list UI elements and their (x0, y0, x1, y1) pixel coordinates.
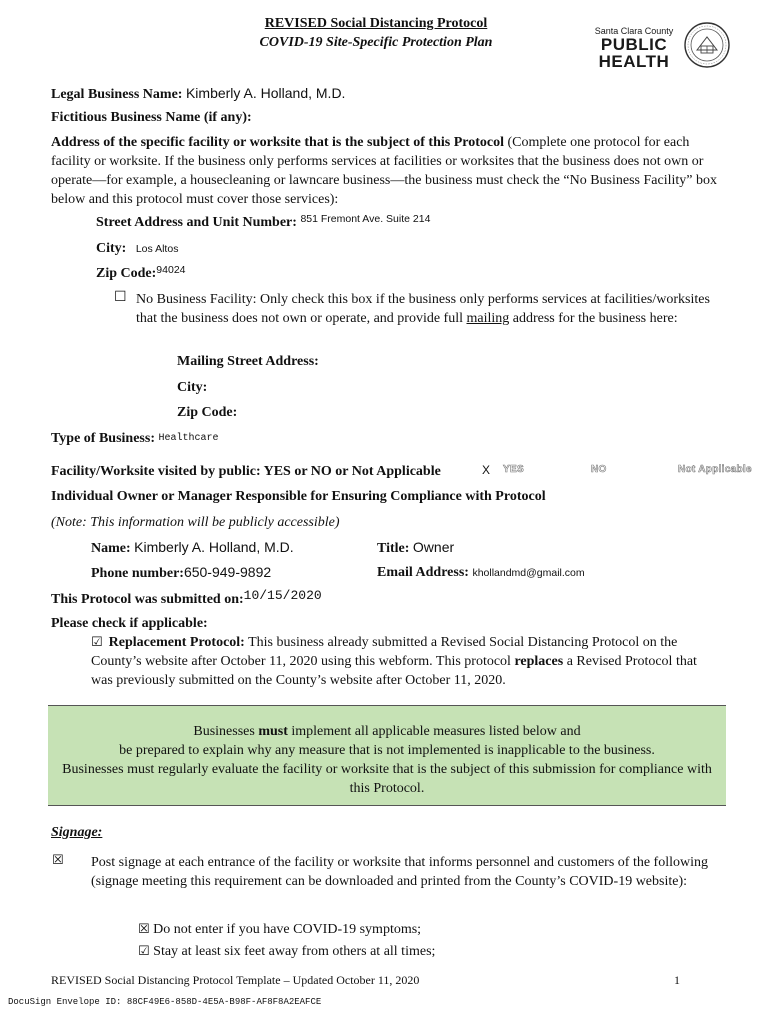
applicable-label: Please check if applicable: (51, 616, 208, 631)
county-seal-icon (684, 22, 730, 68)
city-value[interactable]: Los Altos (135, 243, 179, 255)
address-instructions (51, 133, 723, 209)
page-number: 1 (674, 973, 680, 987)
footer-text: REVISED Social Distancing Protocol Template – Updated October 11, 2020 (51, 973, 420, 987)
signage-item-2-checkbox[interactable]: ☑ (138, 944, 150, 959)
signage-item-2-text: Stay at least six feet away from others at all times; (153, 944, 436, 959)
docusign-envelope-id: DocuSign Envelope ID: 88CF49E6-858D-4E5A-B98F-AF8F8A2EAFCE (8, 997, 322, 1007)
replacement-text-a: This business already submitted a Revised Social Distancing Protocol on the County’s website after October 11, 2020 using this webform. This protocol (91, 635, 678, 669)
mailing-zip-label: Zip Code: (177, 405, 238, 420)
owner-title-row (377, 538, 454, 558)
replacement-checkbox[interactable]: ☑ (91, 635, 103, 650)
document-subtitle: COVID-19 Site-Specific Protection Plan (259, 35, 493, 50)
owner-email-value[interactable]: khollandmd@gmail.com (472, 567, 585, 579)
owner-email-label: Email Address: (377, 565, 469, 580)
no-facility-text-a: No Business Facility: Only check this box if the business only performs services at facilities/worksites that the business does not own or operate, and provide full (136, 292, 710, 326)
signage-item-1-text: Do not enter if you have COVID-19 symptoms; (153, 922, 422, 937)
legal-name-label: Legal Business Name: (51, 87, 183, 102)
city-label: City: (96, 241, 127, 256)
visited-label: Facility/Worksite visited by public: YES or NO or Not Applicable (51, 464, 441, 479)
signage-item-2 (138, 942, 435, 961)
mailing-address-label: Mailing Street Address: (177, 354, 319, 369)
owner-title-value[interactable]: Owner (412, 539, 455, 555)
notice-line-1: Businesses must implement all applicable measures listed below and (193, 724, 581, 739)
address-label: Address of the specific facility or worksite that is the subject of this Protocol (51, 135, 504, 150)
mailing-city-label: City: (177, 380, 208, 395)
owner-heading: Individual Owner or Manager Responsible for Ensuring Compliance with Protocol (51, 489, 546, 504)
signage-heading: Signage: (51, 825, 103, 840)
address-note: (Complete one protocol for each facility or worksite. If the business only performs services at facilities or worksites that the business does not own or operate—for example, a housecleaning or lawncare business—the business must check the “No Business Facility” box below and this protocol must cover those services): (51, 135, 717, 207)
zip-value[interactable]: 94024 (156, 264, 186, 276)
signage-checkbox[interactable]: ☒ (52, 853, 64, 868)
visited-option-no[interactable]: NO (591, 464, 607, 475)
business-type-row (51, 429, 219, 450)
owner-email-row (377, 563, 585, 583)
submitted-row (51, 590, 322, 609)
owner-name-value[interactable]: Kimberly A. Holland, M.D. (134, 539, 294, 555)
signage-text: Post signage at each entrance of the facility or worksite that informs personnel and customers of the following (signage meeting this requirement can be downloaded and printed from the County’s COVID-19 website): (91, 855, 708, 889)
mailing-link: mailing (466, 311, 510, 326)
logo-county-text: Santa Clara County (594, 26, 674, 36)
signage-item-1-checkbox[interactable]: ☒ (138, 922, 150, 937)
replacement-protocol (91, 633, 721, 690)
submitted-value[interactable]: 10/15/2020 (243, 588, 322, 603)
no-facility-checkbox[interactable]: ☐ (114, 289, 127, 305)
legal-name-row (51, 84, 345, 104)
zip-label: Zip Code: (96, 266, 157, 281)
visited-option-na[interactable]: Not Applicable (678, 464, 752, 475)
street-row (96, 213, 430, 233)
visited-option-yes[interactable]: YES (503, 464, 524, 475)
signage-item-1 (138, 920, 421, 939)
replacement-text-b: a Revised Protocol that was previously submitted on the County’s website after October 11, 2020. (91, 654, 697, 688)
submitted-label: This Protocol was submitted on: (51, 592, 244, 607)
owner-name-row (91, 538, 294, 558)
owner-phone-row (91, 563, 271, 583)
street-label: Street Address and Unit Number: (96, 215, 297, 230)
owner-note: (Note: This information will be publicly accessible) (51, 515, 340, 530)
notice-line-2: be prepared to explain why any measure that is not implemented is inapplicable to the business. (119, 743, 655, 758)
owner-phone-label: Phone number: (91, 566, 184, 581)
legal-name-value[interactable]: Kimberly A. Holland, M.D. (185, 85, 346, 101)
notice-line-3: Businesses must regularly evaluate the facility or worksite that is the subject of this submission for compliance with this Protocol. (62, 762, 712, 796)
business-type-value[interactable]: Healthcare (158, 433, 219, 444)
no-facility-text-b: address for the business here: (509, 311, 678, 326)
logo-line2: HEALTH (598, 52, 670, 71)
no-facility-text (136, 290, 726, 328)
zip-row (96, 264, 186, 284)
city-row (96, 239, 178, 259)
replacement-label: Replacement Protocol: (108, 635, 245, 650)
logo-line1: PUBLIC (600, 35, 668, 54)
business-type-label: Type of Business: (51, 431, 155, 446)
document-title: REVISED Social Distancing Protocol (264, 16, 488, 31)
fictitious-name-label: Fictitious Business Name (if any): (51, 110, 252, 125)
owner-title-label: Title: (377, 541, 410, 556)
owner-phone-value[interactable]: 650-949-9892 (183, 564, 272, 580)
replacement-replaces: replaces (514, 654, 564, 669)
visited-mark[interactable]: X (482, 463, 491, 477)
street-value[interactable]: 851 Fremont Ave. Suite 214 (300, 213, 431, 225)
compliance-notice (48, 705, 726, 806)
owner-name-label: Name: (91, 541, 131, 556)
public-health-logo (594, 26, 674, 70)
